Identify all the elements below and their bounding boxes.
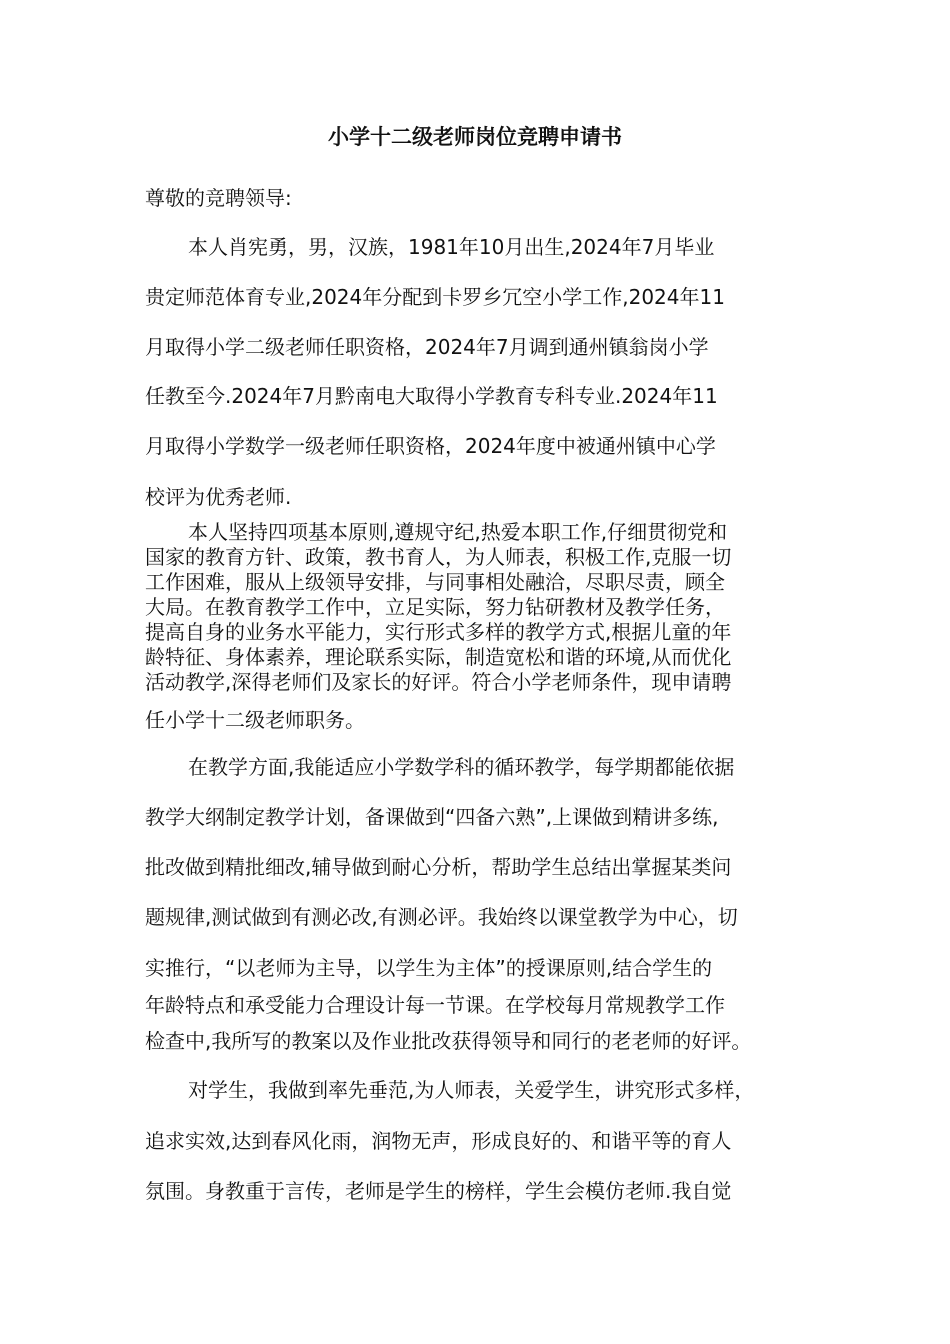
paragraph-line: 大局。在教育教学工作中，立足实际，努力钻研教材及教学任务， (145, 595, 725, 619)
paragraph-line: 任教至今.2024年7月黔南电大取得小学教育专科专业.2024年11 (145, 384, 718, 408)
paragraph-line: 氛围。身教重于言传，老师是学生的榜样，学生会模仿老师.我自觉 (145, 1179, 732, 1203)
paragraph-line: 国家的教育方针、政策，教书育人，为人师表，积极工作,克服一切 (145, 545, 732, 569)
paragraph-line: 活动教学,深得老师们及家长的好评。符合小学老师条件，现申请聘 (145, 670, 732, 694)
paragraph-line: 教学大纲制定教学计划，备课做到“四备六熟”,上课做到精讲多练, (145, 805, 719, 829)
paragraph-line: 贵定师范体育专业,2024年分配到卡罗乡冗空小学工作,2024年11 (145, 285, 725, 309)
paragraph-line: 年龄特点和承受能力合理设计每一节课。在学校每月常规教学工作 (145, 993, 725, 1017)
paragraph-line: 月取得小学数学一级老师任职资格，2024年度中被通州镇中心学 (145, 434, 716, 458)
paragraph-line: 校评为优秀老师. (145, 485, 292, 509)
paragraph-line: 提高自身的业务水平能力，实行形式多样的教学方式,根据儿童的年 (145, 620, 732, 644)
paragraph-line: 本人肖宪勇，男，汉族，1981年10月出生,2024年7月毕业 (188, 235, 715, 259)
paragraph-line: 任小学十二级老师职务。 (145, 708, 365, 732)
paragraph-line: 追求实效,达到春风化雨，润物无声，形成良好的、和谐平等的育人 (145, 1129, 732, 1153)
paragraph-line: 实推行，“以老师为主导，以学生为主体”的授课原则,结合学生的 (145, 956, 713, 980)
document-title: 小学十二级老师岗位竞聘申请书 (328, 125, 622, 149)
paragraph-line: 本人坚持四项基本原则,遵规守纪,热爱本职工作,仔细贯彻党和 (188, 520, 728, 544)
paragraph-line: 工作困难，服从上级领导安排，与同事相处融洽，尽职尽责，顾全 (145, 570, 725, 594)
paragraph-line: 对学生，我做到率先垂范,为人师表，关爱学生，讲究形式多样， (188, 1078, 755, 1102)
paragraph-line: 题规律,测试做到有测必改,有测必评。我始终以课堂教学为中心，切 (145, 905, 738, 929)
paragraph-line: 批改做到精批细改,辅导做到耐心分析，帮助学生总结出掌握某类问 (145, 855, 732, 879)
paragraph-line: 在教学方面,我能适应小学数学科的循环教学，每学期都能依据 (188, 755, 735, 779)
paragraph-line: 龄特征、身体素养，理论联系实际，制造宽松和谐的环境,从而优化 (145, 645, 732, 669)
paragraph-line: 检查中,我所写的教案以及作业批改获得领导和同行的老老师的好评。 (145, 1029, 752, 1053)
salutation: 尊敬的竞聘领导: (145, 186, 292, 210)
paragraph-line: 月取得小学二级老师任职资格，2024年7月调到通州镇翁岗小学 (145, 335, 709, 359)
